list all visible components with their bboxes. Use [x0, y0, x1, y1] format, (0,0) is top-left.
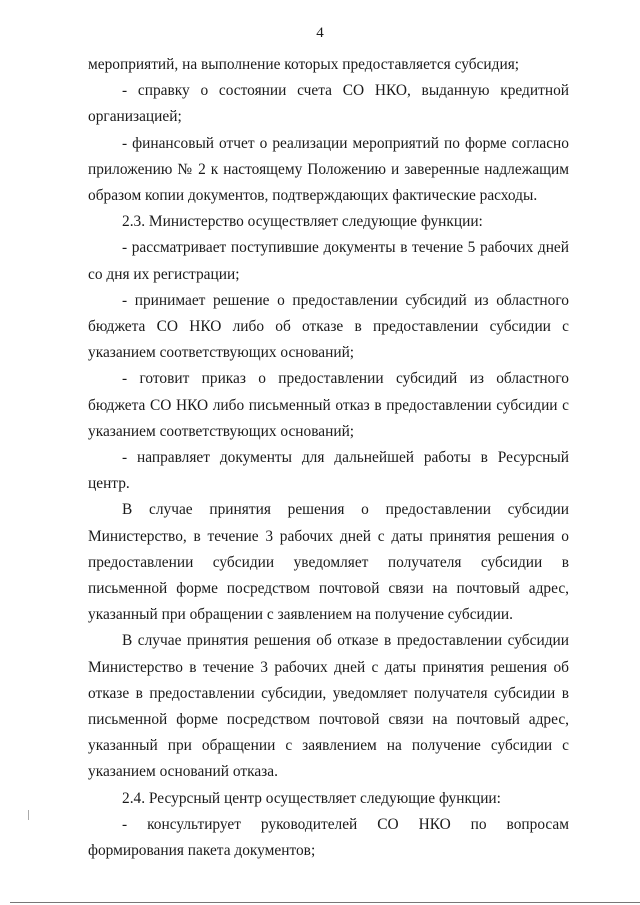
- scan-mark: [28, 810, 29, 820]
- paragraph-section-2-3: 2.3. Министерство осуществляет следующие функции:: [122, 213, 483, 231]
- page-number: 4: [316, 25, 324, 41]
- paragraph-financial-report: - финансовый отчет о реализации мероприятий по форме согласно приложению № 2 к настоящему Положению и заверенные надлежащим образом копии документов, подтверждающих фактические расходы.: [88, 134, 569, 205]
- paragraph-decision: - принимает решение о предоставлении субсидий из областного бюджета СО НКО либо об отказе в предоставлении субсидии с указанием соответствующих оснований;: [88, 291, 569, 362]
- paragraph-continuation: мероприятий, на выполнение которых предоставляется субсидия;: [88, 56, 520, 73]
- paragraph-bank-statement: - справку о состоянии счета СО НКО, выданную кредитной организацией;: [88, 82, 569, 126]
- paragraph-refusal-notice: В случае принятия решения об отказе в предоставлении субсидии Министерство в течение 3 рабочих дней с даты принятия решения об отказе в предоставлении субсидии, уведомляет получателя субсидии в письменной форме посредством почтовой связи на почтовый адрес, указанный при обращении с заявлением на получение субсидии с указанием оснований отказа.: [88, 632, 569, 781]
- paragraph-order: - готовит приказ о предоставлении субсидий из областного бюджета СО НКО либо письменный отказ в предоставлении субсидии с указанием соответствующих оснований;: [88, 370, 569, 440]
- paragraph-send-documents: - направляет документы для дальнейшей работы в Ресурсный центр.: [88, 449, 569, 493]
- paragraph-section-2-4: 2.4. Ресурсный центр осуществляет следующие функции:: [122, 789, 501, 807]
- paragraph-approval-notice: В случае принятия решения о предоставлении субсидии Министерство, в течение 3 рабочих дней с даты принятия решения о предоставлении субсидии уведомляет получателя субсидии в письменной форме посредством почтовой связи на почтовый адрес, указанный при обращении с заявлением на получение субсидии.: [88, 501, 569, 624]
- document-body: [88, 52, 569, 864]
- page-bottom-edge: [10, 902, 640, 903]
- paragraph-review-documents: - рассматривает поступившие документы в течение 5 рабочих дней со дня их регистрации;: [88, 239, 569, 283]
- paragraph-consulting: - консультирует руководителей СО НКО по вопросам формирования пакета документов;: [88, 815, 569, 860]
